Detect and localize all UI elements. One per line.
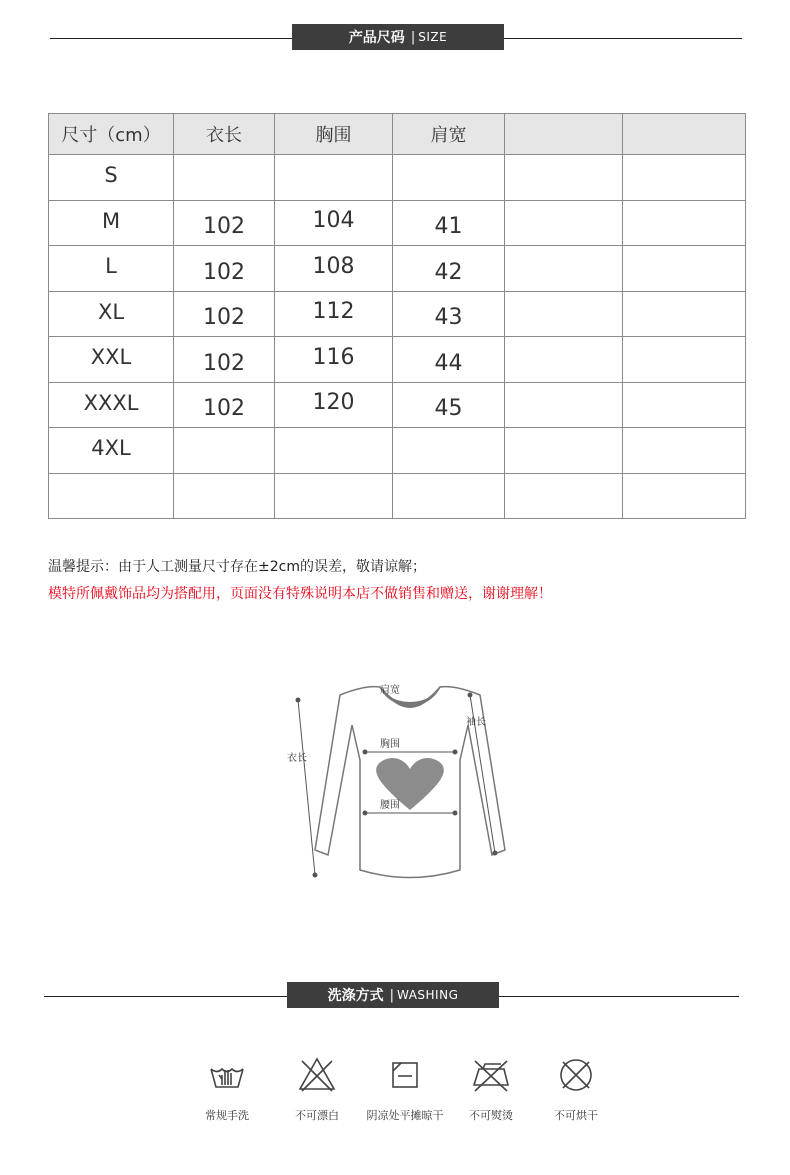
- length-cell: 102: [174, 337, 275, 383]
- no-iron-icon: [471, 1055, 511, 1095]
- table-row: [49, 155, 746, 201]
- size-cell: XXXL: [49, 382, 174, 428]
- length-cell: 102: [174, 200, 275, 246]
- length-cell: [174, 473, 275, 519]
- header-rule-left: [50, 38, 292, 39]
- length-cell: [174, 155, 275, 201]
- empty-cell: [623, 291, 746, 337]
- shoulder-cell: 44: [393, 337, 505, 383]
- waist-label: 腰围: [380, 800, 400, 811]
- table-row: [49, 246, 746, 292]
- washing-title-cn: 洗涤方式: [327, 988, 384, 1004]
- size-title-cn: 产品尺码: [348, 30, 405, 46]
- chest-cell: [275, 428, 393, 474]
- length-cell: 102: [174, 291, 275, 337]
- chest-cell: [275, 155, 393, 201]
- shoulder-cell: [393, 155, 505, 201]
- table-row: [49, 200, 746, 246]
- chest-cell: 108: [275, 246, 393, 292]
- shoulder-label: 肩宽: [380, 685, 400, 696]
- chest-cell: 120: [275, 382, 393, 428]
- no-tumble-dry-icon: [556, 1055, 596, 1095]
- care-item-dry-flat: [360, 1055, 450, 1123]
- header-rule-right: [499, 996, 739, 997]
- empty-cell: [505, 155, 623, 201]
- shoulder-cell: [393, 473, 505, 519]
- shoulder-cell: 42: [393, 246, 505, 292]
- size-cell: S: [49, 155, 174, 201]
- size-cell: XL: [49, 291, 174, 337]
- empty-cell: [505, 337, 623, 383]
- table-row: [49, 291, 746, 337]
- care-label: 常规手洗: [205, 1109, 249, 1122]
- header-cell: 胸围: [275, 114, 393, 155]
- size-cell: XXL: [49, 337, 174, 383]
- chest-cell: 104: [275, 200, 393, 246]
- garment-outline: [270, 665, 510, 895]
- shoulder-cell: 45: [393, 382, 505, 428]
- empty-cell: [623, 428, 746, 474]
- empty-cell: [505, 246, 623, 292]
- size-section-header: [0, 24, 790, 54]
- length-cell: 102: [174, 246, 275, 292]
- care-item-no-iron: [446, 1055, 536, 1123]
- washing-section-header: [0, 982, 790, 1012]
- care-label: 不可漂白: [295, 1109, 339, 1122]
- size-title-en: SIZE: [418, 30, 448, 44]
- measurement-tip: 温馨提示：由于人工测量尺寸存在±2cm的误差，敬请谅解；: [48, 559, 426, 575]
- table-row: [49, 382, 746, 428]
- table-row: [49, 473, 746, 519]
- header-cell: 肩宽: [393, 114, 505, 155]
- table-row: [49, 428, 746, 474]
- chest-label: 胸围: [380, 739, 400, 750]
- size-cell: [49, 473, 174, 519]
- size-cell: 4XL: [49, 428, 174, 474]
- accessory-warning: 模特所佩戴饰品均为搭配用，页面没有特殊说明本店不做销售和赠送，谢谢理解！: [48, 586, 552, 602]
- table-row: [49, 337, 746, 383]
- chest-cell: 116: [275, 337, 393, 383]
- care-label: 阴凉处平摊晾干: [366, 1109, 444, 1122]
- measurement-diagram: [270, 665, 510, 895]
- shoulder-cell: 41: [393, 200, 505, 246]
- header-rule-right: [504, 38, 742, 39]
- size-cell: L: [49, 246, 174, 292]
- dry-flat-shade-icon: [385, 1055, 425, 1095]
- care-item-hand-wash: [182, 1055, 272, 1123]
- size-title-divider: |: [410, 29, 416, 45]
- header-cell: [505, 114, 623, 155]
- empty-cell: [505, 291, 623, 337]
- care-item-no-bleach: [272, 1055, 362, 1123]
- washing-title-divider: |: [389, 987, 394, 1003]
- header-cell: 衣长: [174, 114, 275, 155]
- sleeve-label: 袖长: [466, 717, 486, 728]
- hand-wash-icon: [207, 1055, 247, 1095]
- empty-cell: [623, 155, 746, 201]
- empty-cell: [505, 200, 623, 246]
- chest-cell: [275, 473, 393, 519]
- length-cell: [174, 428, 275, 474]
- no-bleach-icon: [297, 1055, 337, 1095]
- empty-cell: [505, 382, 623, 428]
- header-cell: 尺寸（cm）: [49, 114, 174, 155]
- size-cell: M: [49, 200, 174, 246]
- empty-cell: [623, 337, 746, 383]
- shoulder-cell: [393, 428, 505, 474]
- table-header-row: [49, 114, 746, 155]
- empty-cell: [623, 200, 746, 246]
- empty-cell: [623, 382, 746, 428]
- washing-title-tag: [287, 982, 499, 1008]
- header-rule-left: [44, 996, 287, 997]
- washing-title-en: WASHING: [397, 988, 459, 1002]
- empty-cell: [505, 428, 623, 474]
- shoulder-cell: 43: [393, 291, 505, 337]
- care-item-no-tumble-dry: [531, 1055, 621, 1123]
- size-title-tag: [292, 24, 504, 50]
- header-cell: [623, 114, 746, 155]
- empty-cell: [623, 473, 746, 519]
- empty-cell: [505, 473, 623, 519]
- length-label: 衣长: [287, 753, 307, 764]
- empty-cell: [623, 246, 746, 292]
- chest-cell: 112: [275, 291, 393, 337]
- care-label: 不可烘干: [554, 1109, 598, 1122]
- length-cell: 102: [174, 382, 275, 428]
- care-label: 不可熨烫: [469, 1109, 513, 1122]
- size-table: [48, 113, 746, 519]
